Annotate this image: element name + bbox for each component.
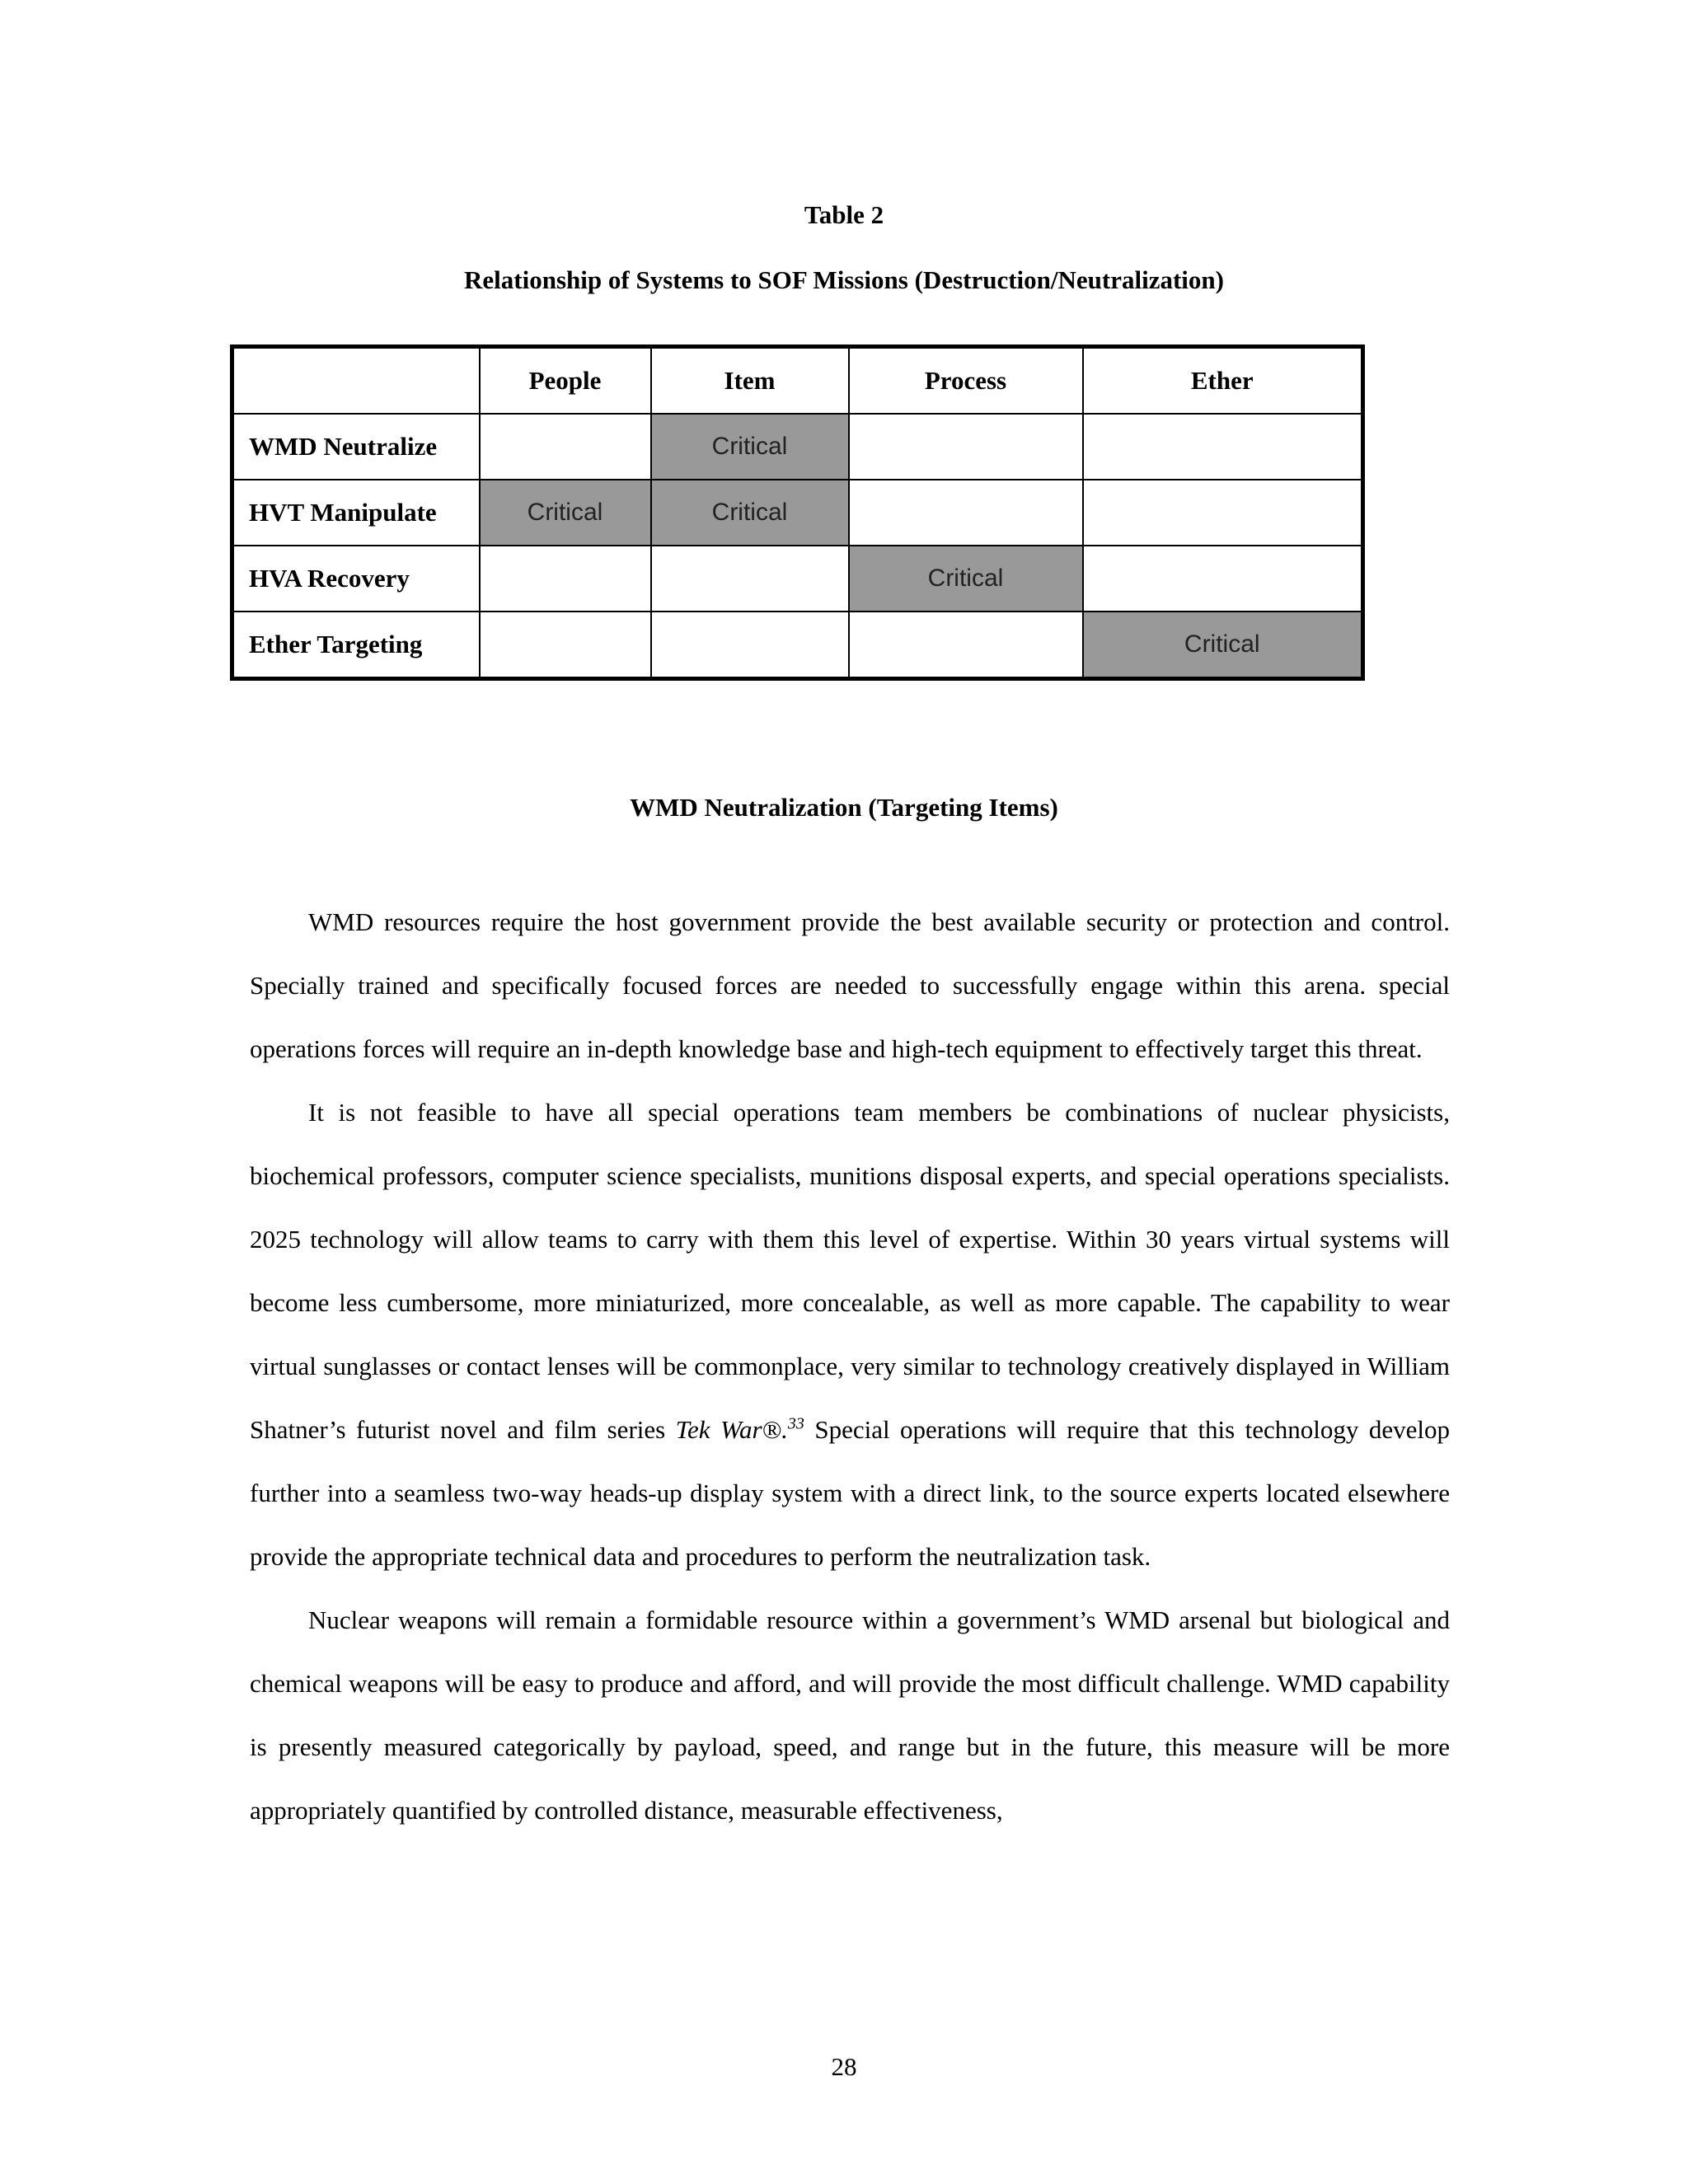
paragraph-3: Nuclear weapons will remain a formidable resource within a government’s WMD arsenal but biological and chemical weapons will be easy to produce and afford, and will provide the most difficult challenge. WMD capability is presently measured categorically by payload, speed, and range but in the future, this measure will be more appropriately quantified by controlled distance, measurable effectiveness, xyxy=(250,1605,1450,1825)
table-corner-cell xyxy=(232,347,480,415)
paragraph-2-text-b: Special operations will require that this technology develop further into a seamless two-way heads-up display system with a direct link, to the source experts located elsewhere provide the appropriate technical data and procedures to perform the neutralization task. xyxy=(250,1415,1451,1571)
table-cell-critical: Critical xyxy=(651,414,849,480)
table-cell xyxy=(480,546,651,612)
footnote-marker: 33 xyxy=(787,1414,804,1433)
table-cell-critical: Critical xyxy=(480,480,651,546)
table-row xyxy=(232,612,1363,679)
column-header-ether: Ether xyxy=(1083,347,1363,415)
table-subtitle: Relationship of Systems to SOF Missions (Destruction/Neutralization) xyxy=(464,265,1224,294)
page-number: 28 xyxy=(831,2052,857,2081)
table-cell-critical: Critical xyxy=(1083,612,1363,679)
paragraph-1: WMD resources require the host government provide the best available security or protection and control. Specially trained and specifically focused forces are needed to successfully engage within this arena. special operations forces will require an in-depth knowledge base and high-tech equipment to effectively target this threat. xyxy=(250,907,1450,1063)
table-cell xyxy=(480,612,651,679)
body-text xyxy=(250,890,1450,1842)
table-title: Table 2 xyxy=(804,200,884,229)
table-row xyxy=(232,414,1363,480)
table-cell xyxy=(1083,480,1363,546)
table-cell xyxy=(849,480,1083,546)
row-header-wmd-neutralize: WMD Neutralize xyxy=(232,414,480,480)
row-header-hvt-manipulate: HVT Manipulate xyxy=(232,480,480,546)
column-header-item: Item xyxy=(651,347,849,415)
table-row xyxy=(232,480,1363,546)
paragraph-2-text-a: It is not feasible to have all special operations team members be combinations of nuclear physicists, biochemical professors, computer science specialists, munitions disposal experts, and special operations specialists. 2025 technology will allow teams to carry with them this level of expertise. Within 30 years virtual systems will become less cumbersome, more miniaturized, more concealable, as well as more capable. The capability to wear virtual sunglasses or contact lenses will be commonplace, very similar to technology creatively displayed in William Shatner’s futurist novel and film series xyxy=(250,1098,1450,1444)
table-cell xyxy=(651,612,849,679)
paragraph-2 xyxy=(250,1080,1450,1588)
table-header-row xyxy=(232,347,1363,415)
table-cell xyxy=(1083,414,1363,480)
work-title: Tek War®. xyxy=(675,1415,788,1444)
row-header-ether-targeting: Ether Targeting xyxy=(232,612,480,679)
column-header-process: Process xyxy=(849,347,1083,415)
row-header-hva-recovery: HVA Recovery xyxy=(232,546,480,612)
table-cell-critical: Critical xyxy=(849,546,1083,612)
column-header-people: People xyxy=(480,347,651,415)
table-cell xyxy=(849,414,1083,480)
section-heading: WMD Neutralization (Targeting Items) xyxy=(630,793,1058,822)
table-cell xyxy=(480,414,651,480)
table-cell-critical: Critical xyxy=(651,480,849,546)
table-cell xyxy=(849,612,1083,679)
table-row xyxy=(232,546,1363,612)
systems-missions-table xyxy=(230,344,1365,681)
table-cell xyxy=(651,546,849,612)
table-cell xyxy=(1083,546,1363,612)
